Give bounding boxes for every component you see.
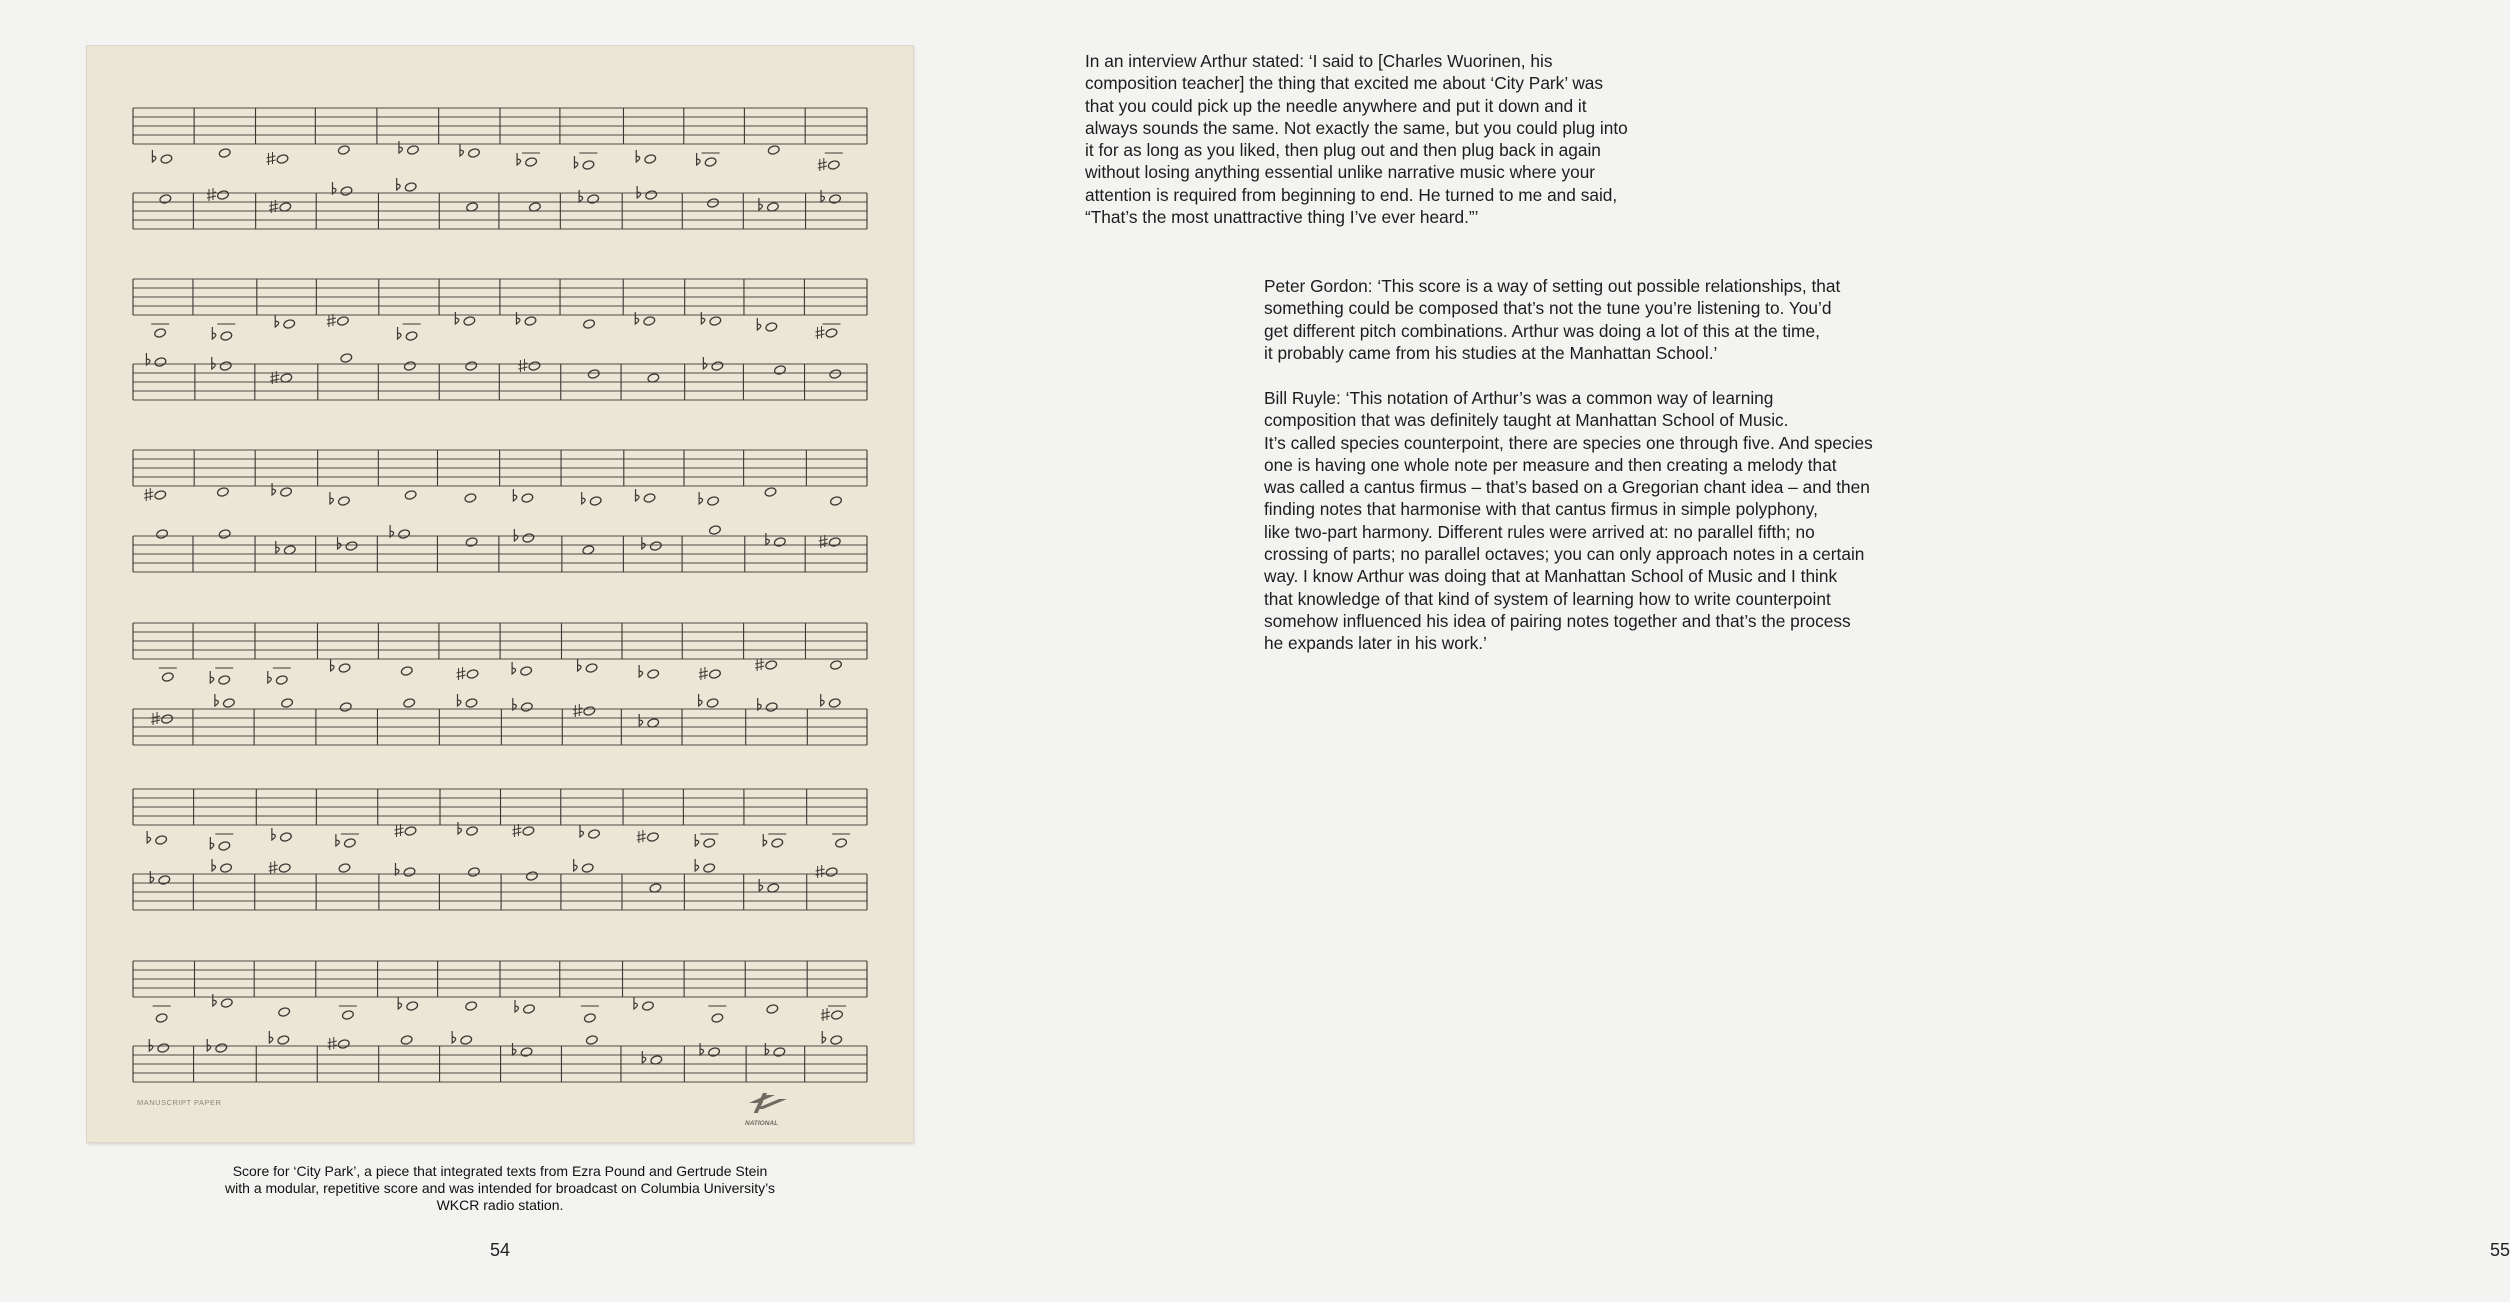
whole-note	[831, 1010, 844, 1021]
whole-note	[711, 1013, 724, 1024]
text-line: somehow influenced his idea of pairing notes together and that’s the process	[1264, 610, 1851, 631]
whole-note	[220, 998, 233, 1009]
flat-sign	[515, 1000, 519, 1012]
flat-sign	[580, 825, 584, 837]
whole-note	[404, 826, 417, 837]
text-line: it for as long as you liked, then plug out and then plug back in again	[1085, 140, 1601, 161]
flat-sign	[332, 182, 336, 194]
whole-note	[582, 160, 595, 171]
whole-note	[339, 702, 352, 713]
flat-sign	[697, 153, 701, 165]
text-line: like two-part harmony. Different rules were arrived at: no parallel fifth; no	[1264, 521, 1815, 542]
text-line: finding notes that harmonise with that cantus firmus in simple polyphony,	[1264, 499, 1818, 520]
flat-sign	[636, 489, 640, 501]
whole-note	[161, 714, 174, 725]
flat-sign	[398, 997, 402, 1009]
sharp-sign	[819, 535, 828, 548]
whole-note	[466, 669, 479, 680]
sharp-sign	[755, 658, 764, 671]
whole-note	[767, 145, 780, 156]
whole-note	[463, 316, 476, 327]
whole-note	[644, 154, 657, 165]
text-line: In an interview Arthur stated: ‘I said to [Charles Wuorinen, his	[1085, 51, 1553, 71]
whole-note	[765, 322, 778, 333]
text-line: It’s called species counterpoint, there are species one through five. And species	[1264, 432, 1873, 453]
flat-sign	[272, 483, 276, 495]
whole-note	[336, 316, 349, 327]
whole-note	[773, 537, 786, 548]
whole-note	[825, 867, 838, 878]
flat-sign	[759, 198, 763, 210]
flat-sign	[821, 190, 825, 202]
whole-note	[403, 867, 416, 878]
whole-note	[407, 145, 420, 156]
flat-sign	[397, 178, 401, 190]
sharp-sign	[207, 188, 216, 201]
city-park-score-image	[87, 46, 913, 1142]
whole-note	[340, 353, 353, 364]
whole-note	[276, 154, 289, 165]
flat-sign	[635, 312, 639, 324]
flat-sign	[757, 318, 761, 330]
whole-note	[219, 361, 232, 372]
whole-note	[774, 365, 787, 376]
whole-note	[830, 496, 843, 507]
whole-note	[400, 666, 413, 677]
whole-note	[835, 838, 848, 849]
whole-note	[830, 660, 843, 671]
whole-note	[466, 826, 479, 837]
whole-note	[520, 1047, 533, 1058]
flat-sign	[338, 537, 342, 549]
flat-sign	[213, 994, 217, 1006]
flat-sign	[210, 837, 214, 849]
bill-ruyle-quote	[1264, 387, 1873, 655]
whole-note	[581, 863, 594, 874]
whole-note	[521, 493, 534, 504]
text-line: without losing anything essential unlike narrative music where your	[1085, 162, 1596, 183]
whole-note	[338, 863, 351, 874]
flat-sign	[637, 186, 641, 198]
whole-note	[465, 361, 478, 372]
caption-line: Score for ‘City Park’, a piece that integrated texts from Ezra Pound and Gertrude Stein	[232, 1163, 768, 1179]
text-line: composition that was definitely taught at Manhattan School of Music.	[1264, 410, 1789, 431]
flat-sign	[516, 312, 520, 324]
whole-note	[649, 541, 662, 552]
whole-note	[154, 357, 167, 368]
whole-note	[468, 148, 481, 159]
text-line: way. I know Arthur was doing that at Manhattan School of Music and I think	[1264, 566, 1838, 587]
flat-sign	[399, 141, 403, 153]
flat-sign	[336, 834, 340, 846]
whole-note	[526, 871, 539, 882]
whole-note	[283, 319, 296, 330]
whole-note	[711, 361, 724, 372]
whole-note	[589, 496, 602, 507]
sharp-sign	[816, 326, 825, 339]
whole-note	[643, 316, 656, 327]
whole-note	[709, 316, 722, 327]
whole-note	[524, 316, 537, 327]
caption-line: WKCR radio station.	[436, 1197, 564, 1213]
flat-sign	[695, 834, 699, 846]
text-line: one is having one whole note per measure and then creating a melody that	[1264, 454, 1837, 475]
whole-note	[220, 863, 233, 874]
staff	[133, 450, 867, 506]
flat-sign	[150, 871, 154, 883]
flat-sign	[822, 1031, 826, 1043]
flat-sign	[452, 1031, 456, 1043]
flat-sign	[398, 327, 402, 339]
flat-sign	[513, 698, 517, 710]
whole-note	[343, 838, 356, 849]
staff	[133, 353, 867, 400]
staff	[133, 789, 867, 851]
sharp-sign	[395, 824, 404, 837]
staff	[133, 108, 867, 171]
whole-note	[216, 487, 229, 498]
whole-note	[465, 537, 478, 548]
flat-sign	[634, 997, 638, 1009]
whole-note	[585, 1035, 598, 1046]
flat-sign	[578, 659, 582, 671]
flat-sign	[695, 859, 699, 871]
whole-note	[828, 698, 841, 709]
whole-note	[709, 669, 722, 680]
national-logo-icon	[745, 1093, 787, 1127]
whole-note	[400, 1035, 413, 1046]
sharp-sign	[269, 861, 278, 874]
whole-note	[406, 1001, 419, 1012]
whole-note	[707, 198, 720, 209]
whole-note	[465, 698, 478, 709]
text-line: it probably came from his studies at the Manhattan School.’	[1264, 342, 1718, 363]
flat-sign	[703, 357, 707, 369]
whole-note	[222, 698, 235, 709]
text-line: that you could pick up the needle anywhere and put it down and it	[1085, 95, 1587, 116]
flat-sign	[455, 312, 459, 324]
sharp-sign	[512, 824, 521, 837]
flat-sign	[639, 714, 643, 726]
whole-note	[773, 1047, 786, 1058]
paper-imprint: MANUSCRIPT PAPER	[137, 1098, 222, 1107]
whole-note	[647, 669, 660, 680]
whole-note	[155, 1013, 168, 1024]
flat-sign	[212, 327, 216, 339]
text-line: attention is required from beginning to end. He turned to me and said,	[1085, 184, 1618, 205]
whole-note	[706, 698, 719, 709]
text-line: always sounds the same. Not exactly the same, but you could plug into	[1085, 117, 1628, 138]
whole-note	[583, 706, 596, 717]
whole-note	[646, 832, 659, 843]
flat-sign	[517, 153, 521, 165]
whole-note	[825, 328, 838, 339]
flat-sign	[766, 533, 770, 545]
flat-sign	[513, 1043, 517, 1055]
manuscript-score	[87, 46, 913, 1142]
text-line: Bill Ruyle: ‘This notation of Arthur’s was a common way of learning	[1264, 388, 1774, 408]
whole-note	[709, 525, 722, 536]
flat-sign	[457, 694, 461, 706]
whole-note	[583, 1013, 596, 1024]
whole-note	[218, 841, 231, 852]
caption-line: with a modular, repetitive score and was intended for broadcast on Columbia University’s	[225, 1180, 775, 1196]
flat-sign	[765, 1043, 769, 1055]
whole-note	[337, 1039, 350, 1050]
flat-sign	[458, 822, 462, 834]
left-page	[0, 0, 1000, 1302]
whole-note	[587, 194, 600, 205]
whole-note	[154, 328, 167, 339]
flat-sign	[758, 698, 762, 710]
whole-note	[588, 829, 601, 840]
flat-sign	[636, 150, 640, 162]
whole-note	[403, 698, 416, 709]
staff	[133, 694, 867, 745]
flat-sign	[395, 863, 399, 875]
flat-sign	[701, 312, 705, 324]
flat-sign	[642, 1051, 646, 1063]
whole-note	[522, 826, 535, 837]
whole-note	[278, 863, 291, 874]
flat-sign	[642, 537, 646, 549]
whole-note	[160, 154, 173, 165]
sharp-sign	[328, 1037, 337, 1050]
staff	[133, 623, 867, 685]
whole-note	[404, 490, 417, 501]
whole-note	[766, 1004, 779, 1015]
whole-note	[707, 496, 720, 507]
flat-sign	[215, 694, 219, 706]
whole-note	[829, 369, 842, 380]
right-page	[1000, 0, 2510, 1302]
staff	[133, 178, 867, 229]
flat-sign	[331, 659, 335, 671]
flat-sign	[146, 353, 150, 365]
text-line: “That’s the most unattractive thing I’ve ever heard.”’	[1085, 207, 1479, 228]
whole-note	[161, 672, 174, 683]
whole-note	[587, 369, 600, 380]
sharp-sign	[144, 488, 153, 501]
text-line: crossing of parts; no parallel octaves; you can only approach notes in a certain	[1264, 544, 1865, 565]
whole-note	[220, 331, 233, 342]
whole-note	[215, 1043, 228, 1054]
flat-sign	[699, 492, 703, 504]
whole-note	[764, 487, 777, 498]
whole-note	[642, 1001, 655, 1012]
flat-sign	[152, 150, 156, 162]
text-line: something could be composed that’s not the tune you’re listening to. You’d	[1264, 298, 1832, 319]
interview-paragraph	[1085, 50, 1628, 228]
flat-sign	[582, 492, 586, 504]
flat-sign	[700, 1043, 704, 1055]
whole-note	[280, 487, 293, 498]
whole-note	[338, 663, 351, 674]
whole-note	[525, 157, 538, 168]
whole-note	[398, 529, 411, 540]
flat-sign	[390, 525, 394, 537]
whole-note	[157, 1043, 170, 1054]
flat-sign	[212, 859, 216, 871]
sharp-sign	[821, 1008, 830, 1021]
page-number-right: 55	[2490, 1240, 2510, 1260]
whole-note	[277, 1035, 290, 1046]
whole-note	[522, 533, 535, 544]
whole-note	[340, 186, 353, 197]
sharp-sign	[573, 704, 582, 717]
whole-note	[278, 1007, 291, 1018]
flat-sign	[574, 156, 578, 168]
whole-note	[404, 182, 417, 193]
sharp-sign	[518, 359, 527, 372]
whole-note	[158, 875, 171, 886]
flat-sign	[763, 834, 767, 846]
whole-note	[159, 194, 172, 205]
flat-sign	[512, 662, 516, 674]
whole-note	[465, 1001, 478, 1012]
whole-note	[405, 331, 418, 342]
sharp-sign	[818, 158, 827, 171]
whole-note	[643, 493, 656, 504]
flat-sign	[514, 529, 518, 541]
whole-note	[460, 1035, 473, 1046]
whole-note	[467, 867, 480, 878]
text-line: was called a cantus firmus – that’s based on a Gregorian chant idea – and then	[1264, 477, 1870, 498]
flat-sign	[574, 859, 578, 871]
text-line: get different pitch combinations. Arthur was doing a lot of this at the time,	[1264, 320, 1820, 341]
whole-note	[828, 537, 841, 548]
flat-sign	[268, 671, 272, 683]
whole-note	[218, 675, 231, 686]
flat-sign	[460, 144, 464, 156]
staff	[133, 279, 867, 341]
flat-sign	[147, 831, 151, 843]
whole-note	[218, 148, 231, 159]
flat-sign	[639, 665, 643, 677]
whole-note	[520, 666, 533, 677]
figure-caption	[170, 1163, 830, 1214]
whole-note	[155, 835, 168, 846]
text-line: that knowledge of that kind of system of learning how to write counterpoint	[1264, 588, 1831, 609]
whole-note	[829, 194, 842, 205]
sharp-sign	[266, 152, 275, 165]
staff	[133, 859, 867, 910]
page-number-left: 54	[490, 1240, 511, 1260]
flat-sign	[275, 315, 279, 327]
flat-sign	[513, 489, 517, 501]
whole-note	[275, 675, 288, 686]
whole-note	[403, 361, 416, 372]
whole-note	[645, 190, 658, 201]
flat-sign	[207, 1039, 211, 1051]
whole-note	[156, 529, 169, 540]
whole-note	[765, 660, 778, 671]
whole-note	[703, 838, 716, 849]
whole-note	[765, 702, 778, 713]
whole-note	[338, 496, 351, 507]
whole-note	[337, 145, 350, 156]
flat-sign	[269, 1031, 273, 1043]
whole-note	[218, 529, 231, 540]
sharp-sign	[637, 830, 646, 843]
flat-sign	[212, 357, 216, 369]
sharp-sign	[699, 667, 708, 680]
flat-sign	[821, 694, 825, 706]
staff	[133, 1031, 867, 1082]
staff	[133, 525, 867, 572]
whole-note	[708, 1047, 721, 1058]
whole-note	[464, 493, 477, 504]
whole-note	[703, 863, 716, 874]
flat-sign	[272, 828, 276, 840]
whole-note	[830, 1035, 843, 1046]
whole-note	[345, 541, 358, 552]
text-line: he expands later in his work.’	[1264, 633, 1487, 654]
whole-note	[279, 832, 292, 843]
text-line: composition teacher] the thing that excited me about ‘City Park’ was	[1085, 73, 1604, 94]
flat-sign	[759, 879, 763, 891]
whole-note	[528, 361, 541, 372]
whole-note	[583, 319, 596, 330]
text-line: Peter Gordon: ‘This score is a way of setting out possible relationships, that	[1264, 276, 1841, 296]
peter-gordon-quote	[1264, 275, 1840, 364]
flat-sign	[579, 190, 583, 202]
sharp-sign	[457, 667, 466, 680]
whole-note	[771, 838, 784, 849]
staff	[133, 961, 867, 1023]
whole-note	[585, 663, 598, 674]
whole-note	[827, 160, 840, 171]
whole-note	[520, 702, 533, 713]
flat-sign	[699, 694, 703, 706]
sharp-sign	[816, 865, 825, 878]
flat-sign	[276, 541, 280, 553]
flat-sign	[210, 671, 214, 683]
flat-sign	[149, 1039, 153, 1051]
whole-note	[523, 1004, 536, 1015]
whole-note	[704, 157, 717, 168]
brand-label: NATIONAL	[745, 1120, 779, 1127]
whole-note	[217, 190, 230, 201]
flat-sign	[330, 492, 334, 504]
whole-note	[281, 698, 294, 709]
whole-note	[342, 1010, 355, 1021]
sharp-sign	[327, 314, 336, 327]
whole-note	[154, 490, 167, 501]
